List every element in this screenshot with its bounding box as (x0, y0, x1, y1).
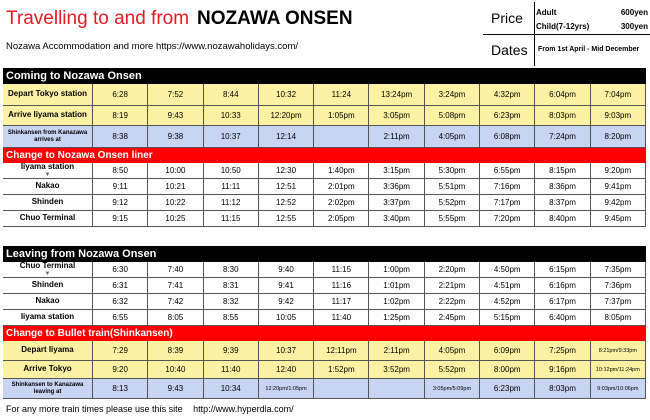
time-cell: 10:34 (204, 379, 259, 398)
time-cell (369, 379, 424, 398)
time-cell: 11:15 (314, 262, 369, 277)
time-cell: 4:50pm (480, 262, 535, 277)
leaving-train-rows (3, 341, 646, 399)
time-cell: 7:24pm (535, 126, 590, 147)
footer-link[interactable]: http://www.hyperdia.com/ (193, 404, 294, 414)
station-name: Shinden (31, 280, 64, 290)
time-cell: 8:13 (93, 379, 148, 398)
time-cell: 11:15 (204, 211, 259, 226)
footer (6, 404, 294, 414)
adult-price: 600yen (620, 8, 648, 17)
time-cell: 11:11 (204, 179, 259, 194)
timetable-row (3, 379, 646, 399)
time-cell: 6:23pm (480, 379, 535, 398)
child-label: Child(7-12yrs) (536, 22, 590, 31)
time-cell: 4:32pm (480, 84, 535, 105)
time-cell: 2:11pm (369, 126, 424, 147)
station-label (3, 278, 93, 293)
time-cell: 10:12pm/11:24pm (591, 361, 646, 378)
time-cell: 9:03pm (591, 106, 646, 125)
time-cell: 7:36pm (591, 278, 646, 293)
coming-bus-rows (3, 163, 646, 227)
time-cell: 6:28 (93, 84, 148, 105)
time-cell: 12:20pm/1:05pm (259, 379, 314, 398)
time-cell: 8:32 (204, 294, 259, 309)
time-cell: 6:55pm (480, 163, 535, 178)
station-label (3, 379, 93, 398)
section-title-coming: Coming to Nozawa Onsen (3, 68, 646, 84)
station-name: Nakao (35, 181, 60, 191)
time-cell: 7:20pm (480, 211, 535, 226)
time-cell: 5:52pm (425, 195, 480, 210)
station-label (3, 195, 93, 210)
time-cell: 2:21pm (425, 278, 480, 293)
time-cell: 12:55 (259, 211, 314, 226)
time-cell: 4:05pm (425, 341, 480, 360)
time-cell: 6:31 (93, 278, 148, 293)
time-cell: 11:16 (314, 278, 369, 293)
timetable-row (3, 126, 646, 148)
time-cell: 11:40 (314, 310, 369, 325)
time-cell: 8:38 (93, 126, 148, 147)
time-cell: 6:32 (93, 294, 148, 309)
time-cell: 9:42 (259, 294, 314, 309)
station-name: Chuo Terminal (19, 261, 76, 271)
time-cell: 10:33 (204, 106, 259, 125)
down-arrow-icon: ▼ (44, 171, 51, 178)
time-cell: 8:03pm (535, 379, 590, 398)
time-cell: 9:15 (93, 211, 148, 226)
time-cell: 4:51pm (480, 278, 535, 293)
time-cell: 9:41 (259, 278, 314, 293)
station-label (3, 106, 93, 125)
time-cell: 5:52pm (425, 361, 480, 378)
time-cell: 6:55 (93, 310, 148, 325)
time-cell: 8:36pm (535, 179, 590, 194)
time-cell: 11:40 (204, 361, 259, 378)
time-cell: 8:20pm (591, 126, 646, 147)
time-cell: 6:40pm (535, 310, 590, 325)
time-cell: 3:40pm (369, 211, 424, 226)
time-cell: 8:05 (148, 310, 203, 325)
time-cell: 9:42pm (591, 195, 646, 210)
time-cell: 5:08pm (425, 106, 480, 125)
time-cell: 1:52pm (314, 361, 369, 378)
timetable-row (3, 106, 646, 126)
down-arrow-icon: ▼ (44, 270, 51, 277)
time-cell (314, 379, 369, 398)
time-cell: 12:52 (259, 195, 314, 210)
time-cell: 8:40pm (535, 211, 590, 226)
time-cell: 2:45pm (425, 310, 480, 325)
time-cell: 9:03pm/10:06pm (591, 379, 646, 398)
time-cell: 7:25pm (535, 341, 590, 360)
time-cell: 7:52 (148, 84, 203, 105)
time-cell: 7:37pm (591, 294, 646, 309)
leaving-bus-rows (3, 262, 646, 326)
time-cell: 8:55 (204, 310, 259, 325)
time-cell (314, 126, 369, 147)
dates-value: From 1st April - Mid December (538, 46, 640, 53)
time-cell: 8:30 (204, 262, 259, 277)
time-cell: 6:08pm (480, 126, 535, 147)
time-cell: 9:20 (93, 361, 148, 378)
timetable-row (3, 84, 646, 106)
time-cell: 9:41pm (591, 179, 646, 194)
time-cell: 4:52pm (480, 294, 535, 309)
time-cell: 8:00pm (480, 361, 535, 378)
coming-train-rows (3, 84, 646, 148)
page-title (6, 8, 353, 30)
time-cell: 8:39 (148, 341, 203, 360)
price-box (483, 2, 650, 66)
time-cell: 12:11pm (314, 341, 369, 360)
timetable-row (3, 179, 646, 195)
time-cell: 1:02pm (369, 294, 424, 309)
time-cell: 2:01pm (314, 179, 369, 194)
time-cell: 9:11 (93, 179, 148, 194)
time-cell: 5:55pm (425, 211, 480, 226)
station-label (3, 211, 93, 226)
timetable-row (3, 361, 646, 379)
time-cell: 2:22pm (425, 294, 480, 309)
station-name: Depart Iiyama (21, 345, 74, 355)
time-cell: 9:45pm (591, 211, 646, 226)
time-cell: 1:01pm (369, 278, 424, 293)
time-cell: 6:17pm (535, 294, 590, 309)
station-label (3, 163, 93, 178)
time-cell: 10:05 (259, 310, 314, 325)
time-cell: 2:11pm (369, 341, 424, 360)
timetable-row (3, 262, 646, 278)
time-cell: 9:39 (204, 341, 259, 360)
station-name: Shinkansen from Kanazawa arrives at (7, 129, 88, 143)
time-cell: 9:43 (148, 106, 203, 125)
station-label (3, 341, 93, 360)
time-cell: 10:21 (148, 179, 203, 194)
station-name: Arrive Iiyama station (8, 110, 87, 120)
time-cell: 10:50 (204, 163, 259, 178)
station-name: Arrive Tokyo (23, 364, 72, 374)
time-cell: 3:15pm (369, 163, 424, 178)
time-cell: 5:15pm (480, 310, 535, 325)
time-cell: 7:35pm (591, 262, 646, 277)
timetable-row (3, 211, 646, 227)
price-box-divider-h (483, 34, 650, 35)
time-cell: 6:16pm (535, 278, 590, 293)
time-cell: 12:20pm (259, 106, 314, 125)
title-part2: NOZAWA ONSEN (197, 8, 353, 29)
station-name: Iiyama station (20, 162, 75, 172)
time-cell: 8:05pm (591, 310, 646, 325)
timetable-row (3, 310, 646, 326)
station-label (3, 126, 93, 147)
time-cell: 1:25pm (369, 310, 424, 325)
time-cell: 1:05pm (314, 106, 369, 125)
time-cell: 3:37pm (369, 195, 424, 210)
title-part1: Travelling to and from (6, 8, 190, 29)
time-cell: 1:00pm (369, 262, 424, 277)
time-cell: 8:44 (204, 84, 259, 105)
timetable-row (3, 278, 646, 294)
time-cell: 9:12 (93, 195, 148, 210)
station-label (3, 310, 93, 325)
time-cell: 3:52pm (369, 361, 424, 378)
station-name: Shinden (31, 197, 64, 207)
time-cell: 11:17 (314, 294, 369, 309)
time-cell: 7:40 (148, 262, 203, 277)
time-cell: 6:30 (93, 262, 148, 277)
section-title-leaving: Leaving from Nozawa Onsen (3, 246, 646, 262)
time-cell: 8:03pm (535, 106, 590, 125)
time-cell: 1:40pm (314, 163, 369, 178)
time-cell: 7:16pm (480, 179, 535, 194)
time-cell: 8:50 (93, 163, 148, 178)
timetable-coming (3, 68, 646, 227)
footer-text: For any more train times please use this site (6, 404, 183, 414)
timetable-row (3, 163, 646, 179)
child-price: 300yen (620, 22, 648, 31)
time-cell: 8:21pm/9:33pm (591, 341, 646, 360)
station-label (3, 294, 93, 309)
timetable-row (3, 294, 646, 310)
time-cell: 12:30 (259, 163, 314, 178)
time-cell: 10:32 (259, 84, 314, 105)
timetable-row (3, 341, 646, 361)
time-cell: 10:37 (259, 341, 314, 360)
time-cell: 10:40 (148, 361, 203, 378)
time-cell: 13:24pm (369, 84, 424, 105)
time-cell: 7:41 (148, 278, 203, 293)
station-name: Shinkansen to Kanazawa leaving at (11, 381, 84, 395)
time-cell: 10:37 (204, 126, 259, 147)
timetable-leaving (3, 246, 646, 399)
adult-label: Adult (536, 8, 557, 17)
change-to-liner-bar: Change to Nozawa Onsen liner (3, 148, 646, 163)
time-cell: 4:05pm (425, 126, 480, 147)
time-cell: 3:05pm (369, 106, 424, 125)
timetable-row (3, 195, 646, 211)
time-cell: 11:24 (314, 84, 369, 105)
page-header (0, 0, 650, 68)
station-name: Chuo Terminal (19, 213, 76, 223)
time-cell: 2:05pm (314, 211, 369, 226)
time-cell: 5:51pm (425, 179, 480, 194)
time-cell: 3:24pm (425, 84, 480, 105)
station-label (3, 179, 93, 194)
time-cell: 12:40 (259, 361, 314, 378)
time-cell: 6:23pm (480, 106, 535, 125)
time-cell: 9:20pm (591, 163, 646, 178)
time-cell: 5:30pm (425, 163, 480, 178)
time-cell: 10:00 (148, 163, 203, 178)
time-cell: 2:20pm (425, 262, 480, 277)
time-cell: 9:43 (148, 379, 203, 398)
time-cell: 11:12 (204, 195, 259, 210)
dates-label: Dates (491, 42, 528, 58)
time-cell: 8:15pm (535, 163, 590, 178)
time-cell: 7:42 (148, 294, 203, 309)
time-cell: 8:37pm (535, 195, 590, 210)
station-label (3, 262, 93, 277)
time-cell: 7:17pm (480, 195, 535, 210)
time-cell: 8:31 (204, 278, 259, 293)
price-label: Price (491, 10, 523, 26)
time-cell: 3:36pm (369, 179, 424, 194)
station-name: Nakao (35, 296, 60, 306)
change-to-shinkansen-bar: Change to Bullet train(Shinkansen) (3, 326, 646, 341)
time-cell: 9:40 (259, 262, 314, 277)
time-cell: 9:16pm (535, 361, 590, 378)
time-cell: 9:38 (148, 126, 203, 147)
time-cell: 12:51 (259, 179, 314, 194)
time-cell: 10:25 (148, 211, 203, 226)
time-cell: 7:04pm (591, 84, 646, 105)
time-cell: 8:19 (93, 106, 148, 125)
station-name: Iiyama station (20, 312, 75, 322)
page-subtitle: Nozawa Accommodation and more https://www.nozawaholidays.com/ (6, 41, 298, 52)
station-name: Depart Tokyo station (8, 89, 87, 99)
time-cell: 3:05pm/5:09pm (425, 379, 480, 398)
time-cell: 2:02pm (314, 195, 369, 210)
time-cell: 6:09pm (480, 341, 535, 360)
station-label (3, 84, 93, 105)
time-cell: 10:22 (148, 195, 203, 210)
time-cell: 7:29 (93, 341, 148, 360)
station-label (3, 361, 93, 378)
time-cell: 6:15pm (535, 262, 590, 277)
time-cell: 6:04pm (535, 84, 590, 105)
time-cell: 12:14 (259, 126, 314, 147)
